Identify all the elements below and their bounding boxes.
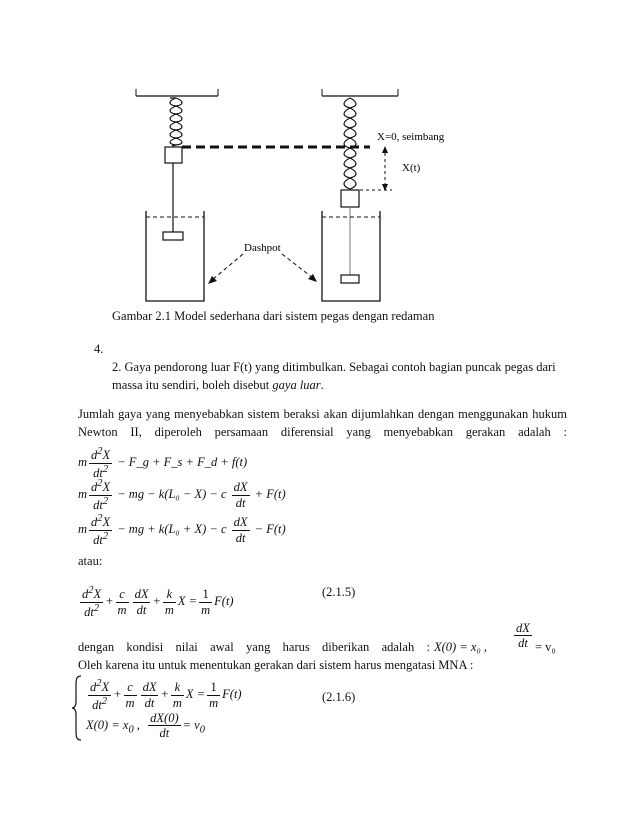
equation-2-mid: − mg − k(L₀ − X) − c	[117, 486, 227, 501]
equation-215-number: (2.1.5)	[322, 585, 356, 599]
equation-216-number: (2.1.6)	[322, 690, 356, 704]
right-piston	[341, 275, 359, 283]
equation-2: m $\frac{d^2X}{dt^2}$ − mg − k(L₀ − X) − c $\frac{dX}{dt}$ + F(t)	[78, 478, 286, 512]
dx-dt-fraction: $\frac{dX}{dt}$	[516, 621, 530, 651]
left-piston	[163, 232, 183, 240]
list-item-end: .	[320, 378, 324, 393]
equation-1: m $\frac{d^2X}{dt^2}$ − F_g + F_s + F_d + f(t)	[78, 446, 248, 480]
label-dashpot: Dashpot	[244, 242, 281, 254]
equation-3-end: − F(t)	[254, 521, 286, 536]
left-spring	[170, 98, 176, 146]
list-item	[112, 358, 567, 394]
equation-215: $\frac{d^2X}{dt^2}$ + $\frac{c}{m}$ $\frac{dX}{dt}$ + $\frac{k}{m}$ X = $\frac{1}{m}$ F(t)	[82, 585, 234, 619]
list-item-text: 2. Gaya pendorong luar F(t) yang ditimbulkan. Sebagai contoh bagian puncak pegas dari massa itu sendiri, boleh disebut	[112, 360, 556, 393]
left-mass	[165, 147, 182, 163]
atau-label: atau:	[78, 554, 103, 568]
equation-2-end: + F(t)	[254, 486, 286, 501]
equation-3-mid: − mg + k(L₀ + X) − c	[117, 521, 227, 536]
equation-1-rest: − F_g + F_s + F_d + f(t)	[117, 454, 248, 469]
right-spring	[344, 98, 350, 189]
paragraph-line-2: Newton II, diperoleh persamaan diferensial yang menyebabkan gerakan adalah :	[78, 425, 567, 439]
system-line-1: $\frac{d^2X}{dt^2}$ + $\frac{c}{m}$ $\frac{dX}{dt}$ + $\frac{k}{m}$ X = $\frac{1}{m}$ F(t)	[90, 678, 242, 712]
mna-line: Oleh karena itu untuk menentukan gerakan dari sistem harus mengatasi MNA :	[78, 658, 474, 672]
label-x0: X=0, seimbang	[377, 131, 445, 143]
paragraph-line-1: Jumlah gaya yang menyebabkan sistem beraksi akan dijumlahkan dengan menggunakan hukum	[78, 407, 567, 421]
figure-caption: Gambar 2.1 Model sederhana dari sistem pegas dengan redaman	[112, 309, 435, 323]
left-container	[146, 211, 204, 301]
right-container	[322, 211, 380, 301]
list-item-italic: gaya luar	[272, 378, 321, 393]
label-xt: X(t)	[402, 162, 421, 174]
right-mass	[341, 190, 359, 207]
system-brace	[70, 674, 84, 742]
condition-prefix: dengan kondisi nilai awal yang harus diberikan adalah :	[78, 640, 430, 654]
condition-x0: X(0) = x₀ ,	[434, 640, 488, 654]
condition-v0: = v₀	[535, 640, 556, 654]
system-line-2: $X(0) = x_0$ , $\frac{dX(0)}{dt}$ = $v_0$	[86, 711, 205, 741]
spring-damper-figure	[0, 0, 638, 320]
equation-3: m $\frac{d^2X}{dt^2}$ − mg + k(L₀ + X) − c $\frac{dX}{dt}$ − F(t)	[78, 513, 286, 547]
list-number: 4.	[94, 342, 104, 356]
